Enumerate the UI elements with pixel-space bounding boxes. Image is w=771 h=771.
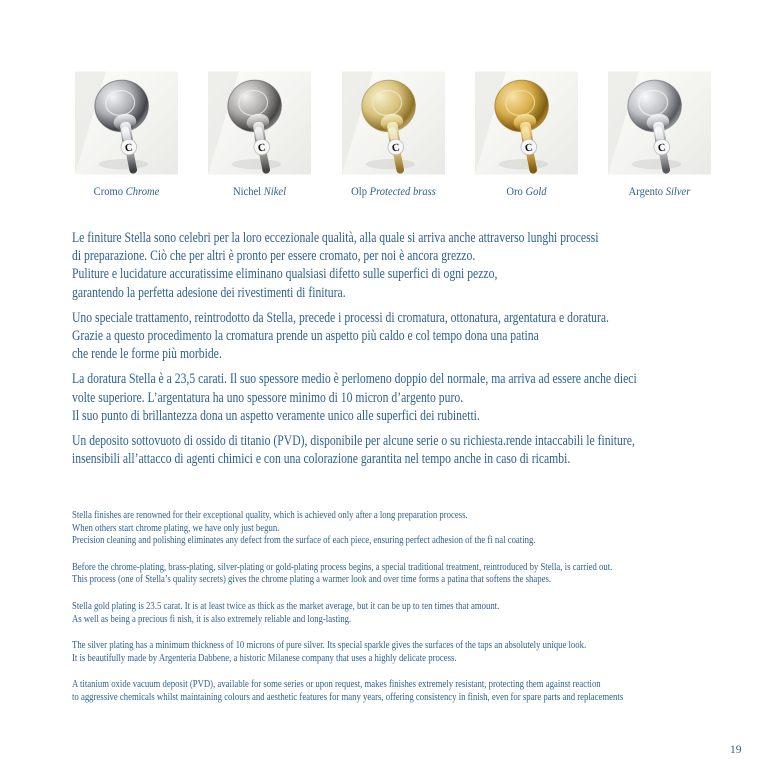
it-paragraph-gold-silver bbox=[72, 370, 637, 425]
text-line: A titanium oxide vacuum deposit (PVD), available for some series or upon request, makes finishes extremely resistant, protecting them against reaction bbox=[72, 678, 601, 691]
finish-name-en: Chrome bbox=[125, 184, 160, 198]
text-line: The silver plating has a minimum thickness of 10 microns of pure silver. Its special sparkle gives the surfaces of the taps an absolutely unique look. bbox=[72, 639, 587, 652]
index-button-letter: C bbox=[390, 141, 401, 155]
text-line: Grazie a questo procedimento la cromatura prende un aspetto più caldo e col tempo dona una patina bbox=[72, 328, 539, 345]
en-paragraph-gold bbox=[72, 600, 623, 625]
product-photo-gold bbox=[475, 71, 578, 175]
finish-caption bbox=[348, 184, 439, 199]
text-line: Un deposito sottovuoto di ossido di titanio (PVD), disponibile per alcune serie o su richiesta.rende intaccabili le finiture, bbox=[72, 433, 635, 450]
finish-caption bbox=[81, 184, 172, 199]
en-paragraph-pvd bbox=[72, 678, 623, 703]
figure-chrome bbox=[75, 71, 178, 199]
text-line: Stella finishes are renowned for their exceptional quality, which is achieved only after a long preparation process. bbox=[72, 509, 468, 521]
text-line: Precision cleaning and polishing eliminates any defect from the surface of each piece, ensuring perfect adhesion of the fi nal coating. bbox=[72, 534, 536, 547]
figure-silver bbox=[608, 71, 711, 199]
text-line: Puliture e lucidature accuratissime eliminano qualsiasi difetto sulle superfici di ogni pezzo, bbox=[72, 266, 498, 283]
product-finishes-row bbox=[75, 71, 711, 199]
text-line: This process (one of Stella’s quality secrets) gives the chrome plating a warmer look and over time forms a patina that softens the shapes. bbox=[72, 573, 552, 586]
finish-name-en: Protected brass bbox=[369, 184, 436, 198]
text-line: che rende le forme più morbide. bbox=[72, 346, 222, 363]
it-paragraph-pvd bbox=[72, 432, 637, 468]
figure-gold bbox=[475, 71, 578, 199]
product-photo-nickel bbox=[208, 71, 311, 175]
finish-name-it: Argento bbox=[628, 184, 664, 198]
product-photo-protected-brass bbox=[342, 71, 445, 175]
product-photo-chrome bbox=[75, 71, 178, 175]
it-paragraph-finishes bbox=[72, 229, 637, 302]
text-line: La doratura Stella è a 23,5 carati. Il suo spessore medio è perlomeno doppio del normale, ma arriva ad essere anche dieci bbox=[72, 371, 637, 388]
finish-name-it: Nichel bbox=[233, 184, 262, 198]
finish-name-en: Gold bbox=[525, 184, 547, 198]
en-paragraph-finishes bbox=[72, 509, 623, 547]
text-line: volte superiore. L’argentatura ha uno spessore minimo di 10 micron d’argento puro. bbox=[72, 389, 464, 406]
text-line: garantendo la perfetta adesione dei rivestimenti di finitura. bbox=[72, 284, 346, 301]
text-line: As well as being a precious fi nish, it is also extremely reliable and long-lasting. bbox=[72, 612, 352, 625]
text-line: When others start chrome plating, we have only just begun. bbox=[72, 521, 280, 534]
finish-name-en: Silver bbox=[665, 184, 691, 198]
en-paragraph-treatment bbox=[72, 561, 623, 586]
index-button-letter: C bbox=[523, 141, 534, 155]
text-line: Stella gold plating is 23.5 carat. It is at least twice as thick as the market average, but it can be up to ten times that amount. bbox=[72, 599, 500, 612]
finish-name-it: Cromo bbox=[93, 184, 124, 198]
product-photo-silver bbox=[608, 71, 711, 175]
italian-body-text bbox=[72, 229, 637, 475]
text-line: It is beautifully made by Argenteria Dabbene, a historic Milanese company that uses a highly delicate process. bbox=[72, 651, 457, 664]
it-paragraph-treatment bbox=[72, 309, 637, 364]
page-number: 19 bbox=[730, 744, 742, 756]
index-button-letter: C bbox=[657, 141, 667, 155]
finish-name-it: Oro bbox=[506, 184, 523, 198]
index-button-letter: C bbox=[257, 141, 267, 155]
figure-protected-brass bbox=[342, 71, 445, 199]
text-line: di preparazione. Ciò che per altri è pronto per essere cromato, per noi è ancora grezzo. bbox=[72, 248, 476, 265]
finish-caption bbox=[214, 184, 305, 199]
text-line: Le finiture Stella sono celebri per la loro eccezionale qualità, alla quale si arriva anche attraverso lunghi processi bbox=[72, 230, 599, 246]
finish-name-it: Olp bbox=[350, 184, 367, 198]
figure-nickel bbox=[208, 71, 311, 199]
text-line: Il suo punto di brillantezza dona un aspetto veramente unico alle superfici dei rubinetti. bbox=[72, 407, 480, 424]
en-paragraph-silver bbox=[72, 639, 623, 664]
finish-caption bbox=[614, 184, 705, 199]
english-body-text bbox=[72, 509, 623, 718]
text-line: insensibili all’attacco di agenti chimici e con una colorazione garantita nel tempo anche in caso di ricambi. bbox=[72, 451, 571, 468]
text-line: Before the chrome-plating, brass-plating, silver-plating or gold-plating process begins, a special traditional treatment, reintroduced by Stella, is carried out. bbox=[72, 560, 613, 573]
finish-name-en: Nikel bbox=[263, 184, 287, 198]
finish-caption bbox=[481, 184, 572, 199]
text-line: Uno speciale trattamento, reintrodotto da Stella, precede i processi di cromatura, ottonatura, argentatura e doratura. bbox=[72, 309, 609, 326]
index-button-letter: C bbox=[124, 141, 134, 155]
text-line: to aggressive chemicals whilst maintaining colours and aesthetic features for many years, offering consistency in finish, even for spare parts and replacements bbox=[72, 690, 624, 703]
